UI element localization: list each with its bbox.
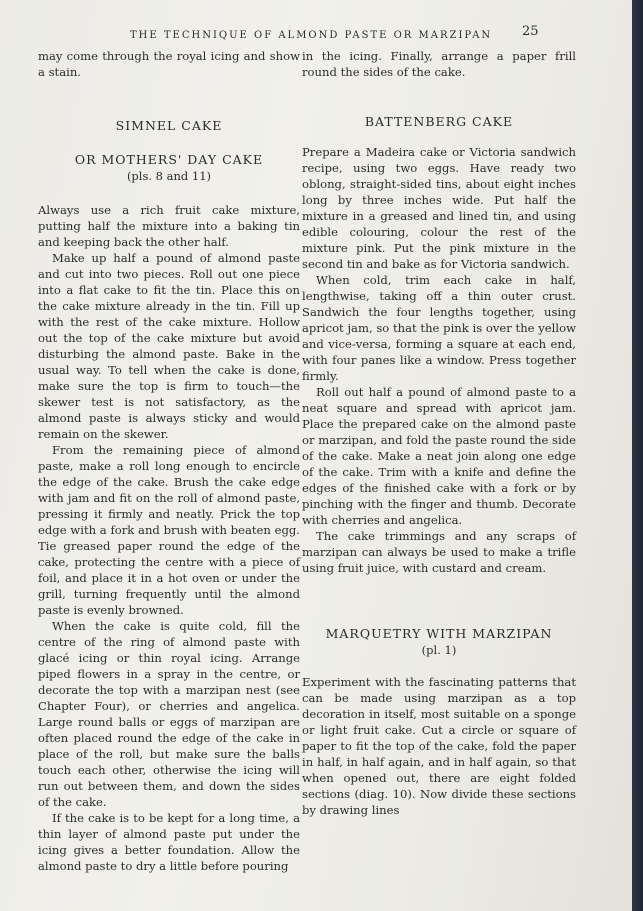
page-edge-background [632,0,643,911]
running-header: THE TECHNIQUE OF ALMOND PASTE OR MARZIPAN [130,30,493,41]
simnel-title: SIMNEL CAKE [115,118,223,133]
simnel-paragraph: From the remaining piece of almond paste, make a roll long enough to encircle the edge of the cake. Brush the cake edge with jam and fit on the roll of almond paste, pressing it firmly and neatly. Prick the top edge with a fork and brush with beaten egg. Tie greased paper round the edge of the cake, protecting the centre with a piece of foil, and place it in a hot oven or under the grill, turning frequently until the almond paste is evenly browned. [38,443,300,617]
marquetry-title: MARQUETRY WITH MARZIPAN [325,626,553,641]
battenberg-paragraph: Roll out half a pound of almond paste to a neat square and spread with apricot jam. Place the prepared cake on the almond paste or marzipan, and fold the paste round the side of the cake. Make a neat join along one edge of the cake. Trim with a knife and define the edges of the finished cake with a fork or by pinching with the finger and thumb. Decorate with cherries and angelica. [302,385,576,527]
left-column [38,48,300,874]
battenberg-paragraph: The cake trimmings and any scraps of marzipan can always be used to make a trifle using fruit juice, with custard and cream. [302,529,576,575]
left-continuation: may come through the royal icing and show a stain. [38,49,300,79]
marquetry-plates: (pl. 1) [421,643,457,657]
simnel-paragraph: Always use a rich fruit cake mixture, putting half the mixture into a baking tin and keeping back the other half. [38,203,300,249]
marquetry-paragraph: Experiment with the fascinating patterns that can be made using marzipan as a top decoration in itself, most suitable on a sponge or light fruit cake. Cut a circle or square of paper to fit the top of the cake, fold the paper in half, in half again, and in half again, so that when opened out, there are eight folded sections (diag. 10). Now divide these sections by drawing lines [302,675,576,817]
right-continuation: in the icing. Finally, arrange a paper frill round the sides of the cake. [302,49,576,79]
simnel-plates: (pls. 8 and 11) [126,169,212,183]
simnel-subtitle: OR MOTHERS' DAY CAKE [74,152,264,167]
page-number: 25 [522,24,539,39]
battenberg-title: BATTENBERG CAKE [364,114,514,129]
simnel-paragraph: When the cake is quite cold, fill the centre of the ring of almond paste with glacé icing or thin royal icing. Arrange piped flowers in a spray in the centre, or decorate the top with a marzipan nest (see Chapter Four), or cherries and angelica. Large round balls or eggs of marzipan are often placed round the edge of the cake in place of the roll, but make sure the balls touch each other, otherwise the icing will run out between them, and down the sides of the cake. [38,619,300,809]
battenberg-paragraph: Prepare a Madeira cake or Victoria sandwich recipe, using two eggs. Have ready two oblong, straight-sided tins, about eight inches long by three inches wide. Put half the mixture in a greased and lined tin, and using edible colouring, colour the rest of the mixture pink. Put the pink mixture in the second tin and bake as for Victoria sandwich. [302,145,576,271]
simnel-paragraph: If the cake is to be kept for a long time, a thin layer of almond paste put under the icing gives a better foundation. Allow the almond paste to dry a little before pouring [38,811,300,873]
simnel-paragraph: Make up half a pound of almond paste and cut into two pieces. Roll out one piece into a flat cake to fit the tin. Place this on the cake mixture already in the tin. Fill up with the rest of the cake mixture. Hollow out the top of the cake mixture but avoid disturbing the almond paste. Bake in the usual way. To tell when the cake is done, make sure the top is firm to touch—the skewer test is not satisfactory, as the almond paste is always sticky and would remain on the skewer. [38,251,300,441]
battenberg-paragraph: When cold, trim each cake in half, lengthwise, taking off a thin outer crust. Sandwich the four lengths together, using apricot jam, so that the pink is over the yellow and vice-versa, forming a square at each end, with four panes like a window. Press together firmly. [302,273,576,383]
right-column [302,48,576,818]
